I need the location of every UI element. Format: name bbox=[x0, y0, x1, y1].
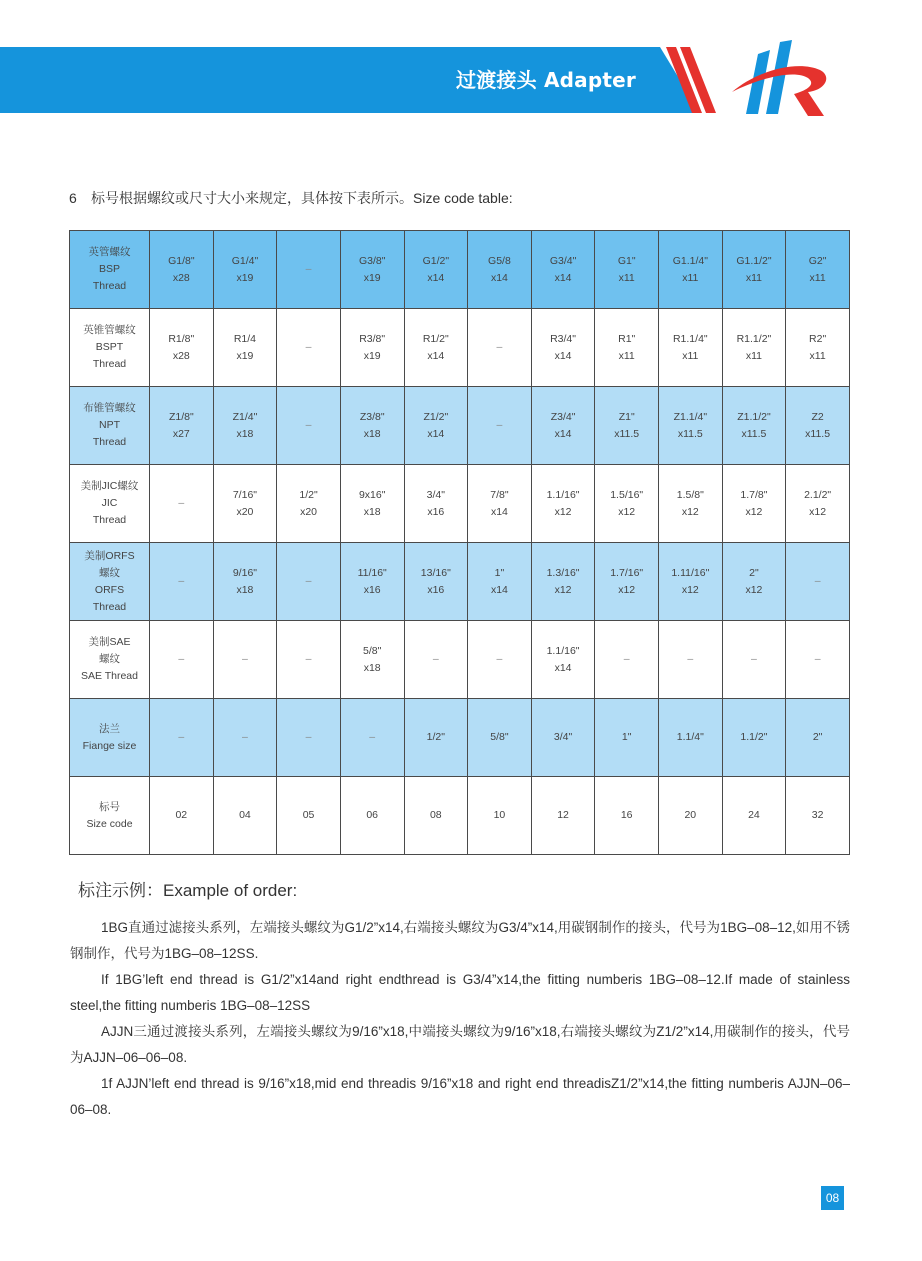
table-cell: R1/4 x19 bbox=[213, 309, 277, 387]
table-cell: 06 bbox=[340, 777, 404, 855]
page-number: 08 bbox=[821, 1186, 844, 1210]
table-cell: – bbox=[468, 309, 532, 387]
table-cell: R1/2" x14 bbox=[404, 309, 468, 387]
table-cell: 12 bbox=[531, 777, 595, 855]
table-cell: 1/2" bbox=[404, 699, 468, 777]
table-cell: Z3/4" x14 bbox=[531, 387, 595, 465]
table-cell: – bbox=[277, 621, 341, 699]
table-cell: 1.1/4" bbox=[659, 699, 723, 777]
table-row bbox=[70, 309, 850, 387]
table-cell: Z1" x11.5 bbox=[595, 387, 659, 465]
table-cell: Z2 x11.5 bbox=[786, 387, 850, 465]
header-banner bbox=[0, 0, 922, 140]
table-cell: 1.1/16" x14 bbox=[531, 621, 595, 699]
table-cell: 1" x14 bbox=[468, 543, 532, 621]
table-cell: 1.1/2" bbox=[722, 699, 786, 777]
table-cell: – bbox=[468, 387, 532, 465]
table-cell: G5/8 x14 bbox=[468, 231, 532, 309]
table-row bbox=[70, 465, 850, 543]
table-cell: – bbox=[468, 621, 532, 699]
paragraph-text: 1f AJJN’left end thread is 9/16”x18,mid end threadis 9/16”x18 and right end threadisZ1/2”x14,the fitting numberis AJJN–06–06–08. bbox=[70, 1076, 850, 1117]
table-cell: – bbox=[150, 621, 214, 699]
table-row bbox=[70, 231, 850, 309]
table-cell: Z3/8" x18 bbox=[340, 387, 404, 465]
table-cell: 7/16" x20 bbox=[213, 465, 277, 543]
intro-text: 标号根据螺纹或尺寸大小来规定，具体按下表所示。Size code table: bbox=[91, 190, 513, 206]
table-cell: – bbox=[786, 543, 850, 621]
table-cell: – bbox=[277, 699, 341, 777]
table-cell: Z1/8" x27 bbox=[150, 387, 214, 465]
table-cell: – bbox=[404, 621, 468, 699]
table-row bbox=[70, 699, 850, 777]
table-cell: – bbox=[150, 465, 214, 543]
table-cell: R1.1/4" x11 bbox=[659, 309, 723, 387]
table-cell: – bbox=[340, 699, 404, 777]
table-cell: 1.7/16" x12 bbox=[595, 543, 659, 621]
table-cell: Z1/2" x14 bbox=[404, 387, 468, 465]
table-cell: – bbox=[786, 621, 850, 699]
table-cell: 11/16" x16 bbox=[340, 543, 404, 621]
row-header: 英锥管螺纹 BSPT Thread bbox=[70, 309, 150, 387]
table-cell: – bbox=[277, 231, 341, 309]
table-cell: 9x16" x18 bbox=[340, 465, 404, 543]
table-cell: 5/8" bbox=[468, 699, 532, 777]
table-cell: 1.1/16" x12 bbox=[531, 465, 595, 543]
table-cell: 5/8" x18 bbox=[340, 621, 404, 699]
table-cell: G1/8" x28 bbox=[150, 231, 214, 309]
table-cell: 13/16" x16 bbox=[404, 543, 468, 621]
table-cell: G3/8" x19 bbox=[340, 231, 404, 309]
table-cell: R1/8" x28 bbox=[150, 309, 214, 387]
table-cell: 16 bbox=[595, 777, 659, 855]
table-cell: 02 bbox=[150, 777, 214, 855]
table-cell: 3/4" x16 bbox=[404, 465, 468, 543]
table-cell: G3/4" x14 bbox=[531, 231, 595, 309]
row-header: 标号 Size code bbox=[70, 777, 150, 855]
example-paragraph bbox=[70, 915, 850, 967]
table-cell: 20 bbox=[659, 777, 723, 855]
row-header: 美制SAE 螺纹 SAE Thread bbox=[70, 621, 150, 699]
table-row bbox=[70, 777, 850, 855]
table-cell: Z1.1/2" x11.5 bbox=[722, 387, 786, 465]
table-cell: G1.1/4" x11 bbox=[659, 231, 723, 309]
table-cell: 1/2" x20 bbox=[277, 465, 341, 543]
table-cell: – bbox=[277, 309, 341, 387]
table-cell: 1.7/8" x12 bbox=[722, 465, 786, 543]
table-cell: R3/8" x19 bbox=[340, 309, 404, 387]
size-code-intro bbox=[69, 188, 513, 208]
table-cell: 9/16" x18 bbox=[213, 543, 277, 621]
table-cell: – bbox=[213, 699, 277, 777]
table-cell: 1.3/16" x12 bbox=[531, 543, 595, 621]
table-cell: 2" bbox=[786, 699, 850, 777]
paragraph-text: If 1BG’left end thread is G1/2”x14and right endthread is G3/4”x14,the fitting numberis 1BG–08–12.If made of stainless steel,the fitting numberis 1BG–08–12SS bbox=[70, 972, 850, 1013]
row-header: 英管螺纹 BSP Thread bbox=[70, 231, 150, 309]
row-header: 美制JIC螺纹 JIC Thread bbox=[70, 465, 150, 543]
table-cell: – bbox=[659, 621, 723, 699]
table-cell: G2" x11 bbox=[786, 231, 850, 309]
table-cell: 3/4" bbox=[531, 699, 595, 777]
table-cell: 10 bbox=[468, 777, 532, 855]
page-title: 过渡接头 Adapter bbox=[456, 68, 636, 92]
table-cell: 1.5/8" x12 bbox=[659, 465, 723, 543]
table-row bbox=[70, 387, 850, 465]
table-cell: R1.1/2" x11 bbox=[722, 309, 786, 387]
table-cell: – bbox=[150, 543, 214, 621]
table-cell: 7/8" x14 bbox=[468, 465, 532, 543]
table-cell: 1" bbox=[595, 699, 659, 777]
table-row bbox=[70, 543, 850, 621]
table-cell: – bbox=[595, 621, 659, 699]
hr-logo-icon bbox=[728, 40, 838, 120]
table-cell: G1.1/2" x11 bbox=[722, 231, 786, 309]
row-header: 布锥管螺纹 NPT Thread bbox=[70, 387, 150, 465]
table-cell: – bbox=[213, 621, 277, 699]
example-paragraph bbox=[70, 1019, 850, 1071]
table-cell: 04 bbox=[213, 777, 277, 855]
size-code-table bbox=[69, 230, 850, 855]
table-cell: – bbox=[277, 387, 341, 465]
example-title: 标注示例：Example of order: bbox=[78, 881, 298, 900]
table-cell: 1.11/16" x12 bbox=[659, 543, 723, 621]
section-number: 6 bbox=[69, 190, 77, 206]
table-cell: – bbox=[277, 543, 341, 621]
table-cell: 24 bbox=[722, 777, 786, 855]
table-cell: 08 bbox=[404, 777, 468, 855]
paragraph-text: AJJN三通过渡接头系列，左端接头螺纹为9/16”x18,中端接头螺纹为9/16”x18,右端接头螺纹为Z1/2”x14,用碳制作的接头，代号为AJJN–06–06–08. bbox=[70, 1024, 850, 1065]
paragraph-text: 1BG直通过滤接头系列，左端接头螺纹为G1/2”x14,右端接头螺纹为G3/4”x14,用碳钢制作的接头，代号为1BG–08–12,如用不锈钢制作，代号为1BG–08–12SS. bbox=[70, 920, 850, 961]
row-header: 法兰 Fiange size bbox=[70, 699, 150, 777]
table-cell: G1/4" x19 bbox=[213, 231, 277, 309]
table-cell: 05 bbox=[277, 777, 341, 855]
table-cell: G1/2" x14 bbox=[404, 231, 468, 309]
table-cell: R3/4" x14 bbox=[531, 309, 595, 387]
example-paragraph bbox=[70, 967, 850, 1019]
table-cell: 2.1/2" x12 bbox=[786, 465, 850, 543]
table-cell: – bbox=[150, 699, 214, 777]
table-cell: 2" x12 bbox=[722, 543, 786, 621]
table-cell: Z1/4" x18 bbox=[213, 387, 277, 465]
table-cell: 32 bbox=[786, 777, 850, 855]
table-cell: Z1.1/4" x11.5 bbox=[659, 387, 723, 465]
row-header: 美制ORFS 螺纹 ORFS Thread bbox=[70, 543, 150, 621]
table-cell: 1.5/16" x12 bbox=[595, 465, 659, 543]
table-row bbox=[70, 621, 850, 699]
table-cell: – bbox=[722, 621, 786, 699]
table-cell: R1" x11 bbox=[595, 309, 659, 387]
table-cell: G1" x11 bbox=[595, 231, 659, 309]
table-cell: R2" x11 bbox=[786, 309, 850, 387]
example-paragraph bbox=[70, 1071, 850, 1123]
